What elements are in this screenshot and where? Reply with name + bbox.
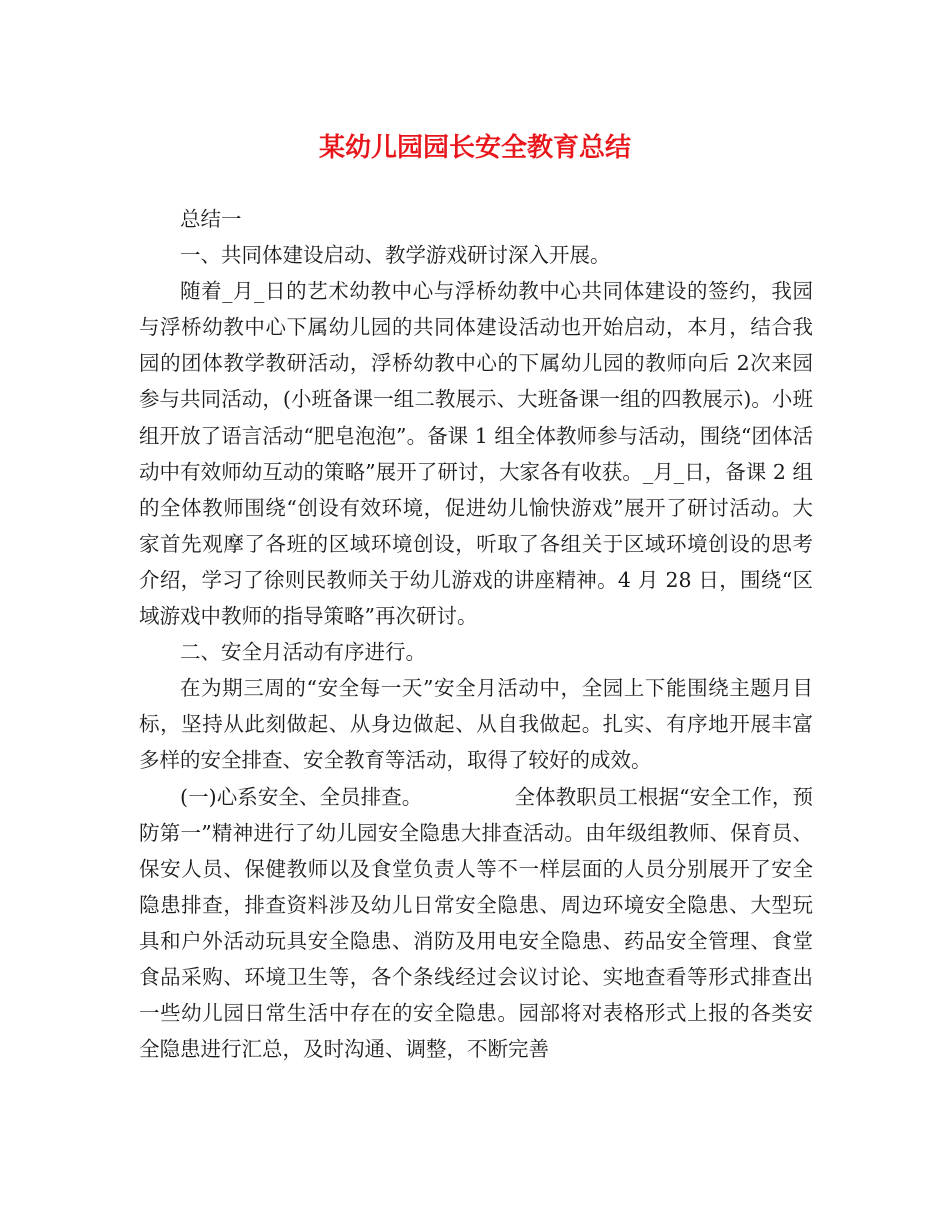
paragraph-section-1-heading: 一、共同体建设启动、教学游戏研讨深入开展。 (180, 243, 611, 268)
paragraph-section-2-heading: 二、安全月活动有序进行。 (180, 640, 426, 665)
paragraph-section-2-body: 在为期三周的“安全每一天”安全月活动中，全园上下能围绕主题月目标，坚持从此刻做起、从身边做起、从自我做起。扎实、有序地开展丰富多样的安全排查、安全教育等活动，取得了较好的成效。 (139, 676, 813, 773)
document-title: 某幼儿园园长安全教育总结 (318, 133, 631, 163)
paragraph-section-1-body: 随着_月_日的艺术幼教中心与浮桥幼教中心共同体建设的签约，我园与浮桥幼教中心下属幼儿园的共同体建设活动也开始启动，本月，结合我园的团体教学教研活动，浮桥幼教中心的下属幼儿园的教师向后 2次来园参与共同活动，(小班备课一组二教展示、大班备课一组的四教展示)。小班组开放了语言活动“肥皂泡泡”。备课 1 组全体教师参与活动，围绕“团体活动中有效师幼互动的策略”展开了研讨，大家各有收获。_月_日，备课 2 组的全体教师围绕“创设有效环境，促进幼儿愉快游戏”展开了研讨活动。大家首先观摩了各班的区域环境创设，听取了各组关于区域环境创设的思考介绍，学习了徐则民教师关于幼儿游戏的讲座精神。4 月 28 日，围绕“区域游戏中教师的指导策略”再次研讨。 (139, 279, 813, 629)
paragraph-section-2-item-1: (一)心系安全、全员排查。 全体教职员工根据“安全工作，预防第一”精神进行了幼儿园安全隐患大排查活动。由年级组教师、保育员、保安人员、保健教师以及食堂负责人等不一样层面的人员分别展开了安全隐患排查，排查资料涉及幼儿日常安全隐患、周边环境安全隐患、大型玩具和户外活动玩具安全隐患、消防及用电安全隐患、药品安全管理、食堂食品采购、环境卫生等，各个条线经过会议讨论、实地查看等形式排查出一些幼儿园日常生活中存在的安全隐患。园部将对表格形式上报的各类安全隐患进行汇总，及时沟通、调整，不断完善 (139, 784, 813, 1062)
paragraph-summary-heading: 总结一 (180, 207, 242, 231)
document-body (139, 201, 813, 1067)
